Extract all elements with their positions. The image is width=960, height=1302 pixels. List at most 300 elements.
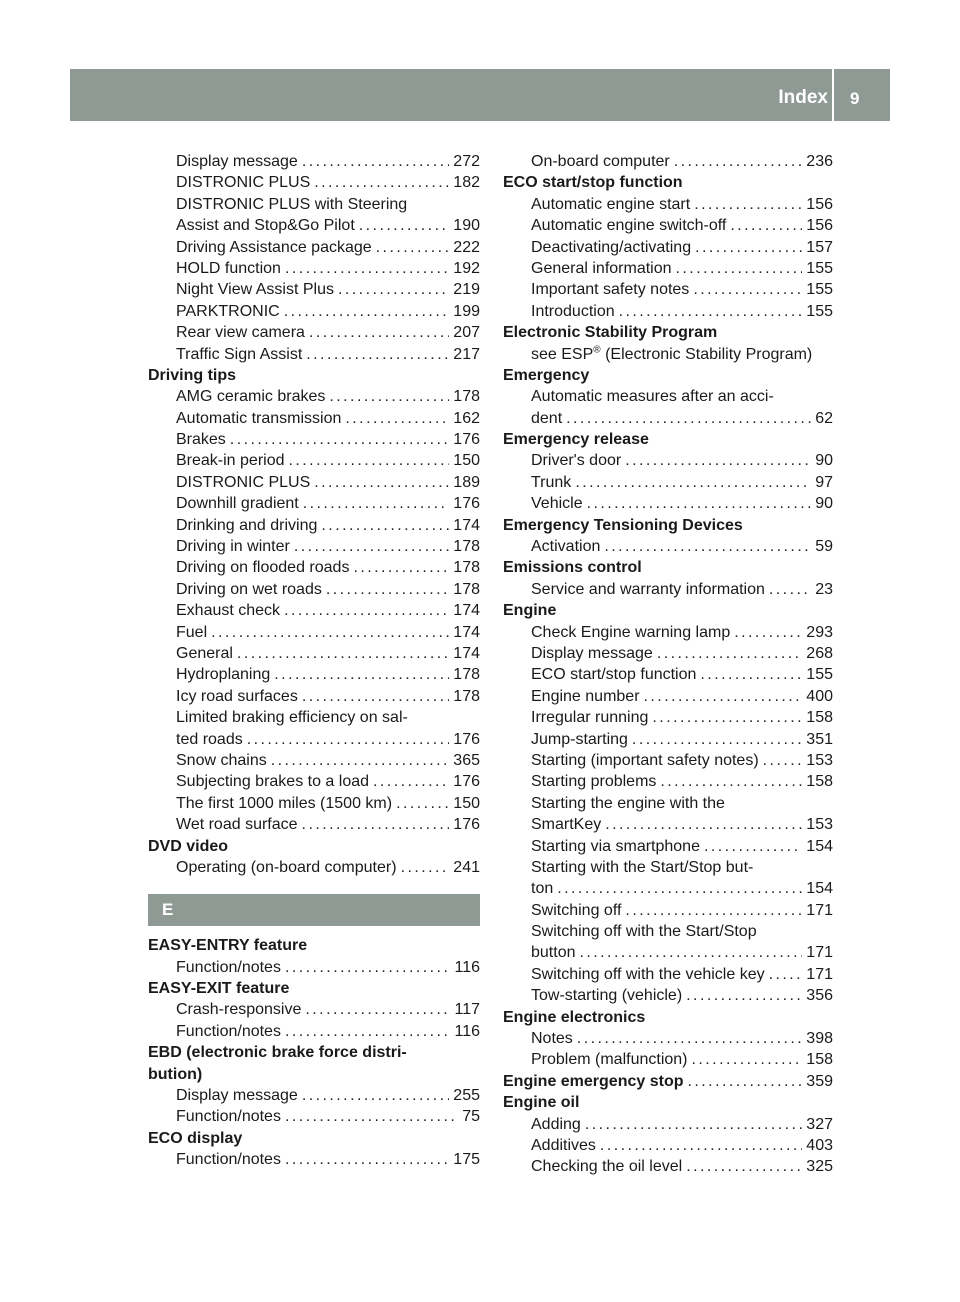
page-reference[interactable]: 150 — [453, 452, 480, 470]
entry-label: Wet road surface — [176, 816, 298, 834]
dot-leader — [211, 622, 449, 643]
dot-leader — [600, 1135, 802, 1156]
index-entry[interactable] — [503, 964, 833, 985]
index-entry-text: Limited braking efficiency on sal- — [176, 709, 408, 727]
page-reference[interactable]: 178 — [453, 559, 480, 577]
index-entry[interactable] — [503, 1049, 833, 1070]
index-entry-text: Automatic measures after an acci- — [531, 388, 774, 406]
entry-label: Engine number — [531, 687, 640, 705]
dot-leader — [271, 750, 450, 771]
entry-label: Automatic transmission — [176, 409, 342, 427]
page-reference[interactable]: 241 — [453, 858, 480, 876]
index-entry[interactable] — [148, 172, 480, 193]
dot-leader — [769, 964, 803, 985]
page-reference[interactable]: 171 — [806, 901, 833, 919]
index-entry[interactable] — [148, 237, 480, 258]
dot-leader — [309, 322, 449, 343]
entry-label: Display message — [176, 153, 298, 170]
entry-label: Operating (on-board computer) — [176, 858, 397, 876]
entry-label: HOLD function — [176, 259, 281, 277]
index-entry[interactable] — [148, 386, 480, 407]
dot-leader — [326, 579, 449, 600]
page-reference[interactable]: 90 — [815, 495, 833, 513]
entry-label: Assist and Stop&Go Pilot — [176, 217, 355, 235]
page-reference[interactable]: 268 — [806, 644, 833, 662]
index-column-left — [148, 151, 480, 1171]
page-reference[interactable]: 171 — [806, 965, 833, 983]
entry-label: Traffic Sign Assist — [176, 345, 303, 363]
index-entry[interactable] — [503, 408, 833, 429]
entry-label: Adding — [531, 1115, 581, 1133]
index-entry[interactable] — [148, 1085, 480, 1106]
dot-leader — [585, 1114, 802, 1135]
entry-label: Activation — [531, 538, 601, 556]
index-cross-reference — [503, 344, 833, 365]
index-heading: EASY-EXIT feature — [148, 980, 290, 998]
entry-label: Drinking and driving — [176, 516, 318, 534]
page-reference[interactable]: 398 — [806, 1030, 833, 1048]
index-entry[interactable] — [148, 536, 480, 557]
page-reference[interactable]: 189 — [453, 473, 480, 491]
page-reference[interactable]: 236 — [806, 153, 833, 170]
page-reference[interactable]: 156 — [806, 195, 833, 213]
page-title: Index — [778, 87, 828, 108]
page-reference[interactable]: 174 — [453, 644, 480, 662]
dot-leader — [302, 151, 449, 172]
entry-label: Check Engine warning lamp — [531, 623, 731, 641]
dot-leader — [769, 579, 811, 600]
page-reference[interactable]: 157 — [806, 238, 833, 256]
index-heading: Engine electronics — [503, 1008, 646, 1026]
dot-leader — [285, 258, 449, 279]
index-heading: DVD video — [148, 837, 229, 855]
dot-leader — [314, 172, 449, 193]
dot-leader — [575, 472, 811, 493]
entry-label: ton — [531, 880, 554, 898]
entry-label: Switching off — [531, 901, 622, 919]
entry-label: ECO start/stop function — [531, 666, 697, 684]
index-entry[interactable] — [503, 750, 833, 771]
entry-label: Checking the oil level — [531, 1158, 683, 1176]
page-reference[interactable]: 176 — [453, 495, 480, 513]
dot-leader — [674, 151, 803, 172]
dot-leader — [566, 408, 811, 429]
index-entry[interactable] — [503, 814, 833, 835]
index-entry[interactable] — [503, 258, 833, 279]
entry-label: Irregular running — [531, 709, 649, 727]
page-reference[interactable]: 182 — [453, 174, 480, 192]
dot-leader — [338, 279, 449, 300]
index-heading: Electronic Stability Program — [503, 324, 718, 342]
page-reference[interactable]: 90 — [815, 452, 833, 470]
entry-label: Subjecting brakes to a load — [176, 773, 370, 791]
index-entry-text: Starting with the Start/Stop but- — [531, 858, 754, 876]
index-entry[interactable] — [148, 151, 480, 172]
page-reference[interactable]: 59 — [815, 538, 833, 556]
dot-leader — [579, 942, 802, 963]
entry-label: General — [176, 644, 233, 662]
index-entry[interactable] — [148, 215, 480, 236]
page-reference[interactable]: 190 — [453, 217, 480, 235]
page-reference[interactable]: 162 — [453, 409, 480, 427]
page-reference[interactable]: 155 — [806, 259, 833, 277]
index-entry[interactable] — [148, 322, 480, 343]
page-reference[interactable]: 400 — [806, 687, 833, 705]
entry-label: Break-in period — [176, 452, 285, 470]
entry-label: Driving in winter — [176, 538, 290, 556]
index-entry-text: Switching off with the Start/Stop — [531, 923, 757, 941]
index-entry[interactable] — [148, 1106, 480, 1127]
index-entry[interactable] — [503, 1135, 833, 1156]
index-heading: bution) — [148, 1065, 203, 1083]
page-reference[interactable]: 255 — [453, 1087, 480, 1105]
entry-label: DISTRONIC PLUS — [176, 174, 311, 192]
dot-leader — [695, 237, 802, 258]
page-reference[interactable]: 207 — [453, 324, 480, 342]
page-reference[interactable]: 325 — [806, 1158, 833, 1176]
index-heading-entry[interactable] — [503, 1071, 833, 1092]
dot-leader — [625, 450, 811, 471]
index-entry[interactable] — [148, 344, 480, 365]
entry-label: Driving on flooded roads — [176, 559, 350, 577]
entry-label: DISTRONIC PLUS — [176, 473, 311, 491]
dot-leader — [557, 878, 802, 899]
index-entry[interactable] — [148, 1149, 480, 1170]
index-entry[interactable] — [503, 900, 833, 921]
header-divider — [832, 69, 834, 121]
dot-leader — [285, 1021, 451, 1042]
index-entry[interactable] — [148, 622, 480, 643]
index-entry[interactable] — [503, 151, 833, 172]
index-entry-text: DISTRONIC PLUS with Steering — [176, 195, 408, 213]
index-entry[interactable] — [503, 279, 833, 300]
page-reference[interactable]: 176 — [453, 773, 480, 791]
index-entry[interactable] — [148, 814, 480, 835]
index-entry[interactable] — [503, 536, 833, 557]
entry-label: AMG ceramic brakes — [176, 388, 326, 406]
page-reference[interactable]: 293 — [806, 623, 833, 641]
dot-leader — [359, 215, 450, 236]
index-heading: EASY-ENTRY feature — [148, 937, 308, 955]
index-heading: Emergency Tensioning Devices — [503, 516, 743, 534]
index-heading: Engine oil — [503, 1094, 580, 1112]
page-reference[interactable]: 174 — [453, 602, 480, 620]
index-entry[interactable] — [148, 301, 480, 322]
index-entry[interactable] — [148, 493, 480, 514]
index-entry[interactable] — [503, 493, 833, 514]
entry-label: Downhill gradient — [176, 495, 299, 513]
index-entry[interactable] — [503, 878, 833, 899]
page-reference[interactable]: 156 — [806, 217, 833, 235]
entry-label: Additives — [531, 1136, 596, 1154]
page-reference[interactable]: 158 — [806, 1051, 833, 1069]
index-heading: Emergency release — [503, 431, 649, 449]
dot-leader — [289, 450, 450, 471]
dot-leader — [396, 793, 449, 814]
entry-label: The first 1000 miles (1500 km) — [176, 794, 393, 812]
entry-label: Service and warranty information — [531, 580, 765, 598]
page-reference[interactable]: 153 — [806, 816, 833, 834]
index-entry[interactable] — [148, 429, 480, 450]
dot-leader — [688, 1071, 803, 1092]
page-reference[interactable]: 23 — [815, 580, 833, 598]
entry-label: Automatic engine start — [531, 195, 691, 213]
dot-leader — [587, 493, 812, 514]
page-reference[interactable]: 174 — [453, 623, 480, 641]
index-entry[interactable] — [148, 600, 480, 621]
index-entry[interactable] — [503, 237, 833, 258]
index-entry[interactable] — [148, 515, 480, 536]
entry-label: Deactivating/activating — [531, 238, 692, 256]
entry-label: Night View Assist Plus — [176, 281, 334, 299]
dot-leader — [692, 1049, 803, 1070]
page-reference[interactable]: 62 — [815, 409, 833, 427]
index-heading: Engine — [503, 602, 557, 620]
entry-label: On-board computer — [531, 153, 670, 170]
index-entry[interactable] — [148, 729, 480, 750]
index-entry[interactable] — [148, 472, 480, 493]
index-entry[interactable] — [148, 579, 480, 600]
dot-leader — [676, 258, 803, 279]
index-entry[interactable] — [148, 279, 480, 300]
dot-leader — [285, 1106, 458, 1127]
page-reference[interactable]: 116 — [454, 958, 480, 976]
dot-leader — [285, 1149, 449, 1170]
index-entry[interactable] — [503, 450, 833, 471]
index-entry[interactable] — [503, 664, 833, 685]
entry-label: Important safety notes — [531, 281, 690, 299]
dot-leader — [303, 493, 450, 514]
index-entry[interactable] — [503, 1156, 833, 1177]
dot-leader — [763, 750, 803, 771]
page-reference[interactable]: 219 — [453, 281, 480, 299]
page-reference[interactable]: 155 — [806, 302, 833, 320]
index-entry[interactable] — [503, 942, 833, 963]
index-entry[interactable] — [148, 999, 480, 1020]
index-entry[interactable] — [503, 729, 833, 750]
page-reference[interactable]: 175 — [453, 1151, 480, 1169]
page-reference[interactable]: 150 — [453, 794, 480, 812]
dot-leader — [285, 957, 451, 978]
entry-label: Snow chains — [176, 751, 267, 769]
page-reference[interactable]: 155 — [806, 281, 833, 299]
page-reference[interactable]: 154 — [806, 837, 833, 855]
entry-label: Display message — [531, 644, 653, 662]
dot-leader — [302, 1085, 449, 1106]
page-reference[interactable]: 158 — [806, 773, 833, 791]
index-entry[interactable] — [148, 793, 480, 814]
dot-leader — [700, 664, 802, 685]
page-reference[interactable]: 403 — [806, 1136, 833, 1154]
index-entry[interactable] — [503, 622, 833, 643]
dot-leader — [693, 279, 802, 300]
entry-label: PARKTRONIC — [176, 302, 280, 320]
registered-mark: ® — [593, 344, 601, 356]
index-heading: Driving tips — [148, 366, 237, 384]
index-entry[interactable] — [148, 957, 480, 978]
page-reference[interactable]: 351 — [806, 730, 833, 748]
entry-label: Automatic engine switch-off — [531, 217, 727, 235]
page-reference[interactable]: 365 — [453, 751, 480, 769]
page-reference[interactable]: 155 — [806, 666, 833, 684]
index-entry[interactable] — [148, 857, 480, 878]
index-entry[interactable] — [148, 664, 480, 685]
entry-label: Starting via smartphone — [531, 837, 700, 855]
entry-label: ted roads — [176, 730, 243, 748]
page-reference[interactable]: 176 — [453, 431, 480, 449]
index-entry[interactable] — [503, 194, 833, 215]
entry-label: Problem (malfunction) — [531, 1051, 688, 1069]
page-reference[interactable]: 158 — [806, 709, 833, 727]
entry-label: Driver's door — [531, 452, 622, 470]
dot-leader — [302, 686, 449, 707]
index-entry[interactable] — [148, 643, 480, 664]
dot-leader — [704, 836, 802, 857]
entry-label: Function/notes — [176, 958, 281, 976]
entry-label: SmartKey — [531, 816, 602, 834]
dot-leader — [376, 237, 450, 258]
index-entry[interactable] — [148, 258, 480, 279]
entry-label: Function/notes — [176, 1151, 281, 1169]
index-entry[interactable] — [503, 215, 833, 236]
entry-label: Vehicle — [531, 495, 583, 513]
index-entry[interactable] — [503, 1114, 833, 1135]
dot-leader — [237, 643, 449, 664]
page-reference[interactable]: 272 — [453, 153, 480, 170]
index-entry[interactable] — [503, 579, 833, 600]
page-reference[interactable]: 178 — [453, 580, 480, 598]
index-entry[interactable] — [503, 1028, 833, 1049]
index-heading: ECO display — [148, 1129, 243, 1147]
dot-leader — [657, 643, 802, 664]
entry-label: Driving on wet roads — [176, 580, 322, 598]
page-reference[interactable]: 178 — [453, 666, 480, 684]
dot-leader — [230, 429, 450, 450]
page-reference[interactable]: 153 — [806, 751, 833, 769]
dot-leader — [401, 857, 450, 878]
page-reference[interactable]: 75 — [462, 1108, 480, 1126]
dot-leader — [284, 301, 450, 322]
index-entry[interactable] — [503, 301, 833, 322]
page-reference[interactable]: 359 — [806, 1072, 833, 1090]
dot-leader — [730, 215, 802, 236]
entry-label: Engine emergency stop — [503, 1072, 684, 1090]
entry-label: Introduction — [531, 302, 615, 320]
page-reference[interactable]: 178 — [453, 687, 480, 705]
dot-leader — [619, 301, 803, 322]
dot-leader — [605, 814, 802, 835]
dot-leader — [247, 729, 450, 750]
page-reference[interactable]: 97 — [815, 473, 833, 491]
dot-leader — [632, 729, 802, 750]
dot-leader — [353, 557, 449, 578]
entry-label: Hydroplaning — [176, 666, 271, 684]
entry-label: Tow-starting (vehicle) — [531, 987, 683, 1005]
index-entry[interactable] — [148, 686, 480, 707]
entry-label: Exhaust check — [176, 602, 281, 620]
entry-label: Starting problems — [531, 773, 657, 791]
entry-label: Switching off with the vehicle key — [531, 965, 765, 983]
page-reference[interactable]: 222 — [453, 238, 480, 256]
entry-label: Fuel — [176, 623, 208, 641]
index-entry[interactable] — [503, 686, 833, 707]
index-column-right — [503, 151, 833, 1178]
dot-leader — [644, 686, 803, 707]
page-reference[interactable]: 117 — [454, 1001, 480, 1019]
entry-label: button — [531, 944, 576, 962]
index-entry[interactable] — [148, 1021, 480, 1042]
dot-leader — [686, 1156, 802, 1177]
entry-label: Driving Assistance package — [176, 238, 372, 256]
page-reference[interactable]: 356 — [806, 987, 833, 1005]
index-entry[interactable] — [148, 408, 480, 429]
entry-label: Jump-starting — [531, 730, 628, 748]
page-reference[interactable]: 174 — [453, 516, 480, 534]
dot-leader — [321, 515, 449, 536]
page-reference[interactable]: 217 — [453, 345, 480, 363]
dot-leader — [329, 386, 449, 407]
entry-label: Display message — [176, 1087, 298, 1105]
entry-label: Brakes — [176, 431, 226, 449]
page-reference[interactable]: 199 — [453, 302, 480, 320]
entry-label: General information — [531, 259, 672, 277]
index-entry[interactable] — [503, 771, 833, 792]
index-entry[interactable] — [503, 836, 833, 857]
dot-leader — [345, 408, 449, 429]
entry-label: Crash-responsive — [176, 1001, 302, 1019]
index-heading: Emergency — [503, 366, 590, 384]
reference-text: (Electronic Stability Program) — [600, 345, 813, 363]
dot-leader — [734, 622, 802, 643]
page-reference[interactable]: 192 — [453, 259, 480, 277]
index-entry[interactable] — [503, 707, 833, 728]
page-reference[interactable]: 327 — [806, 1115, 833, 1133]
dot-leader — [294, 536, 449, 557]
dot-leader — [660, 771, 802, 792]
index-entry[interactable] — [148, 771, 480, 792]
index-heading: Emissions control — [503, 559, 642, 577]
index-entry[interactable] — [503, 985, 833, 1006]
index-entry[interactable] — [503, 472, 833, 493]
entry-label: Icy road surfaces — [176, 687, 298, 705]
dot-leader — [306, 344, 449, 365]
page-reference[interactable]: 171 — [806, 944, 833, 962]
section-header: E — [148, 894, 480, 926]
entry-label: dent — [531, 409, 563, 427]
page-reference[interactable]: 116 — [454, 1022, 480, 1040]
page-reference[interactable]: 154 — [806, 880, 833, 898]
page-reference[interactable]: 178 — [453, 388, 480, 406]
page-reference[interactable]: 176 — [453, 816, 480, 834]
entry-label: Rear view camera — [176, 324, 305, 342]
index-entry[interactable] — [148, 557, 480, 578]
dot-leader — [686, 985, 802, 1006]
dot-leader — [694, 194, 802, 215]
index-entry[interactable] — [503, 643, 833, 664]
reference-text: see ESP — [531, 345, 594, 363]
index-entry-text: Starting the engine with the — [531, 794, 725, 812]
dot-leader — [305, 999, 450, 1020]
dot-leader — [274, 664, 449, 685]
index-entry[interactable] — [148, 750, 480, 771]
entry-label: Function/notes — [176, 1022, 281, 1040]
index-entry[interactable] — [148, 450, 480, 471]
page-reference[interactable]: 178 — [453, 538, 480, 556]
entry-label: Starting (important safety notes) — [531, 751, 759, 769]
dot-leader — [373, 771, 449, 792]
entry-label: Trunk — [531, 473, 572, 491]
page-reference[interactable]: 176 — [453, 730, 480, 748]
